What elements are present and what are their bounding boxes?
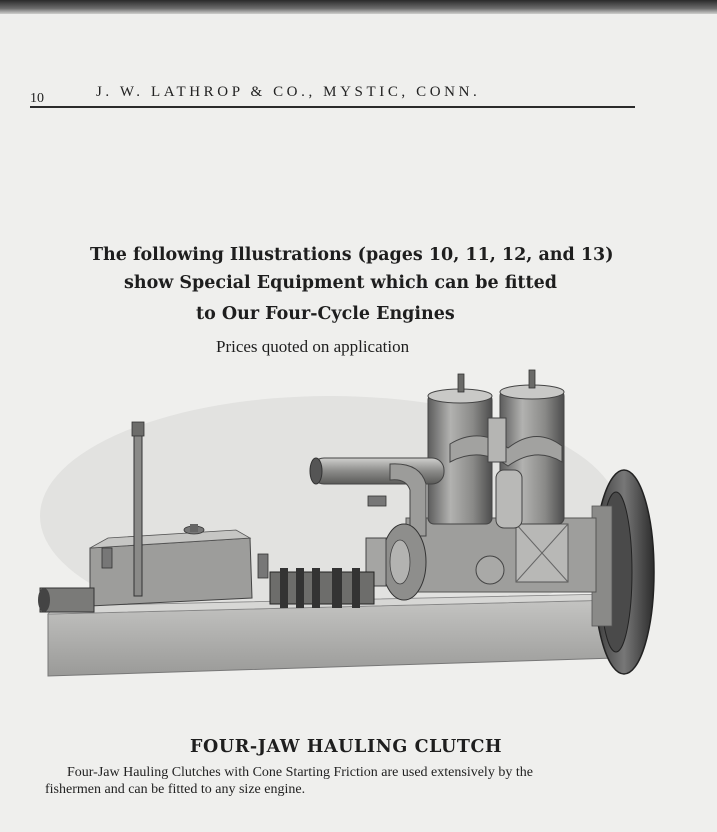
caption-body-line-2: fishermen and can be fitted to any size engine. bbox=[45, 782, 306, 797]
gear-box bbox=[90, 538, 252, 606]
page-header bbox=[30, 80, 635, 120]
intro-line-3: to Our Four-Cycle Engines bbox=[196, 304, 455, 324]
page-number: 10 bbox=[30, 91, 44, 106]
intro-line-2: show Special Equipment which can be fitted bbox=[124, 273, 557, 293]
header-rule bbox=[30, 106, 635, 108]
caption-body bbox=[45, 764, 670, 798]
control-lever bbox=[134, 426, 142, 596]
scan-top-shadow bbox=[0, 0, 717, 14]
spark-plug-rear bbox=[529, 370, 535, 388]
pump bbox=[476, 556, 504, 584]
carburettor bbox=[496, 470, 522, 528]
engine-illustration bbox=[30, 366, 670, 686]
intro-line-1: The following Illustrations (pages 10, 11, 12, and 13) bbox=[90, 245, 614, 265]
spark-plug-front bbox=[458, 374, 464, 392]
intro-line-4: Prices quoted on application bbox=[216, 337, 410, 356]
running-head: J. W. LATHROP & CO., MYSTIC, CONN. bbox=[96, 84, 481, 100]
caption-body-line-1: Four-Jaw Hauling Clutches with Cone Starting Friction are used extensively by the bbox=[67, 765, 533, 780]
caption-title: FOUR-JAW HAULING CLUTCH bbox=[190, 737, 503, 757]
